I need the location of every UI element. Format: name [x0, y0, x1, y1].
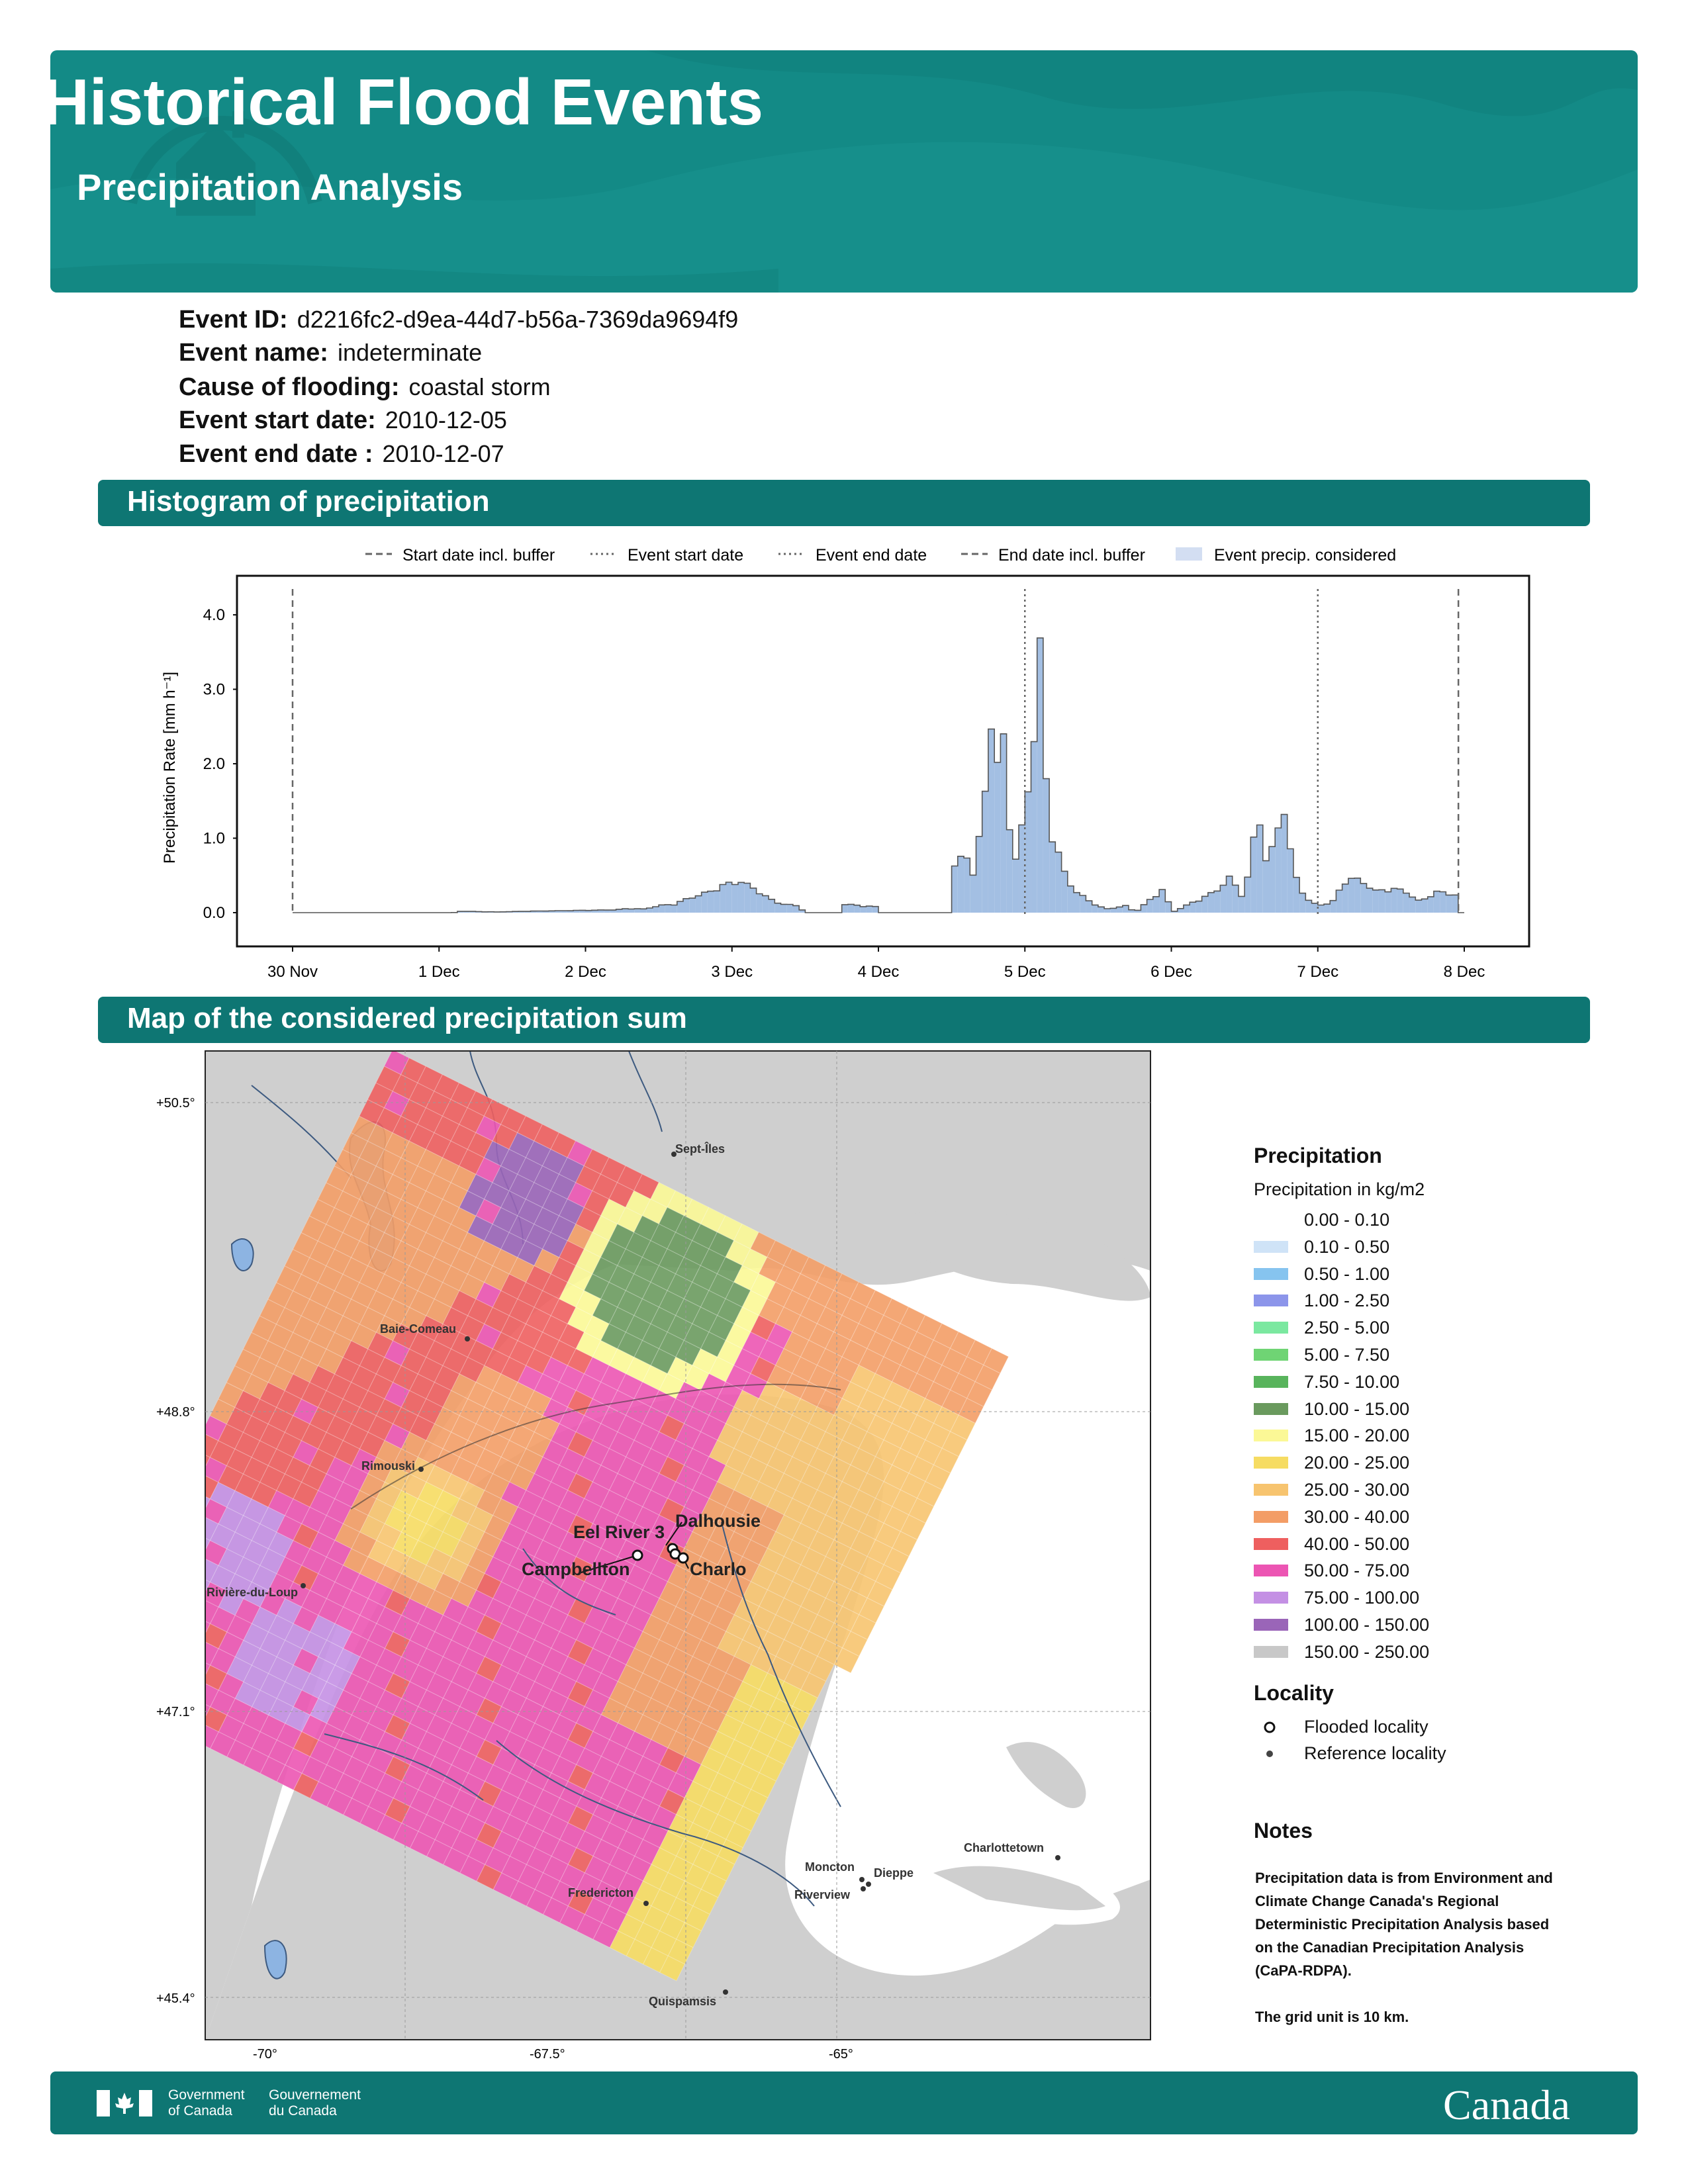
y-tick-label: 0.0 — [203, 904, 225, 922]
histogram-bar — [1385, 892, 1391, 913]
flooded-locality-symbol — [1262, 1719, 1278, 1735]
histogram-bar — [1025, 792, 1031, 913]
histogram-bar — [622, 909, 628, 913]
histogram-bar — [1226, 876, 1232, 913]
histogram-bar — [702, 892, 708, 913]
event-name-row — [179, 339, 482, 367]
histogram-legend — [357, 539, 1417, 567]
histogram-bar — [1452, 895, 1458, 913]
x-tick-label: 5 Dec — [1004, 963, 1046, 981]
grid-cell — [177, 1632, 202, 1657]
histogram-bar — [1074, 893, 1080, 913]
grid-cell — [152, 1615, 169, 1641]
grid-cell — [169, 1566, 194, 1591]
legend-label-event-precip: Event precip. considered — [1214, 546, 1397, 565]
y-tick-label: 1.0 — [203, 829, 225, 848]
histogram-bar — [1220, 886, 1226, 913]
histogram-bar — [695, 896, 701, 913]
grid-cell — [177, 1508, 202, 1533]
legend-swatch — [1254, 1376, 1288, 1388]
legend-class-label: 0.00 - 0.10 — [1304, 1210, 1390, 1230]
legend-swatch — [1254, 1538, 1288, 1550]
histogram-bar — [1257, 825, 1263, 913]
grid-cell — [152, 1516, 177, 1541]
histogram-bar — [1244, 877, 1250, 913]
histogram-y-axis — [203, 606, 237, 922]
histogram-bar — [1123, 905, 1129, 913]
histogram-bar — [1409, 897, 1415, 913]
locality-riverview: Riverview — [794, 1888, 851, 1901]
histogram-bar — [964, 858, 970, 913]
histogram-bar — [732, 884, 738, 913]
legend-class-label: 1.00 - 2.50 — [1304, 1291, 1390, 1311]
locality-campbellton: Campbellton — [522, 1559, 630, 1579]
legend-class-label: 0.50 - 1.00 — [1304, 1263, 1390, 1284]
histogram-bar — [1000, 734, 1006, 913]
event-end-label: Event end date : — [179, 440, 373, 468]
histogram-bar — [1007, 830, 1013, 913]
histogram-bar — [1019, 825, 1025, 913]
histogram-bar — [769, 899, 774, 913]
x-tick-label: 6 Dec — [1150, 963, 1192, 981]
histogram-bar — [1403, 893, 1409, 913]
histogram-bar — [1098, 907, 1104, 913]
legend-class-label: 50.00 - 75.00 — [1304, 1561, 1410, 1581]
legend-class-label: 5.00 - 7.50 — [1304, 1345, 1390, 1365]
legend-class-label: 20.00 - 25.00 — [1304, 1453, 1410, 1473]
histogram-bar — [793, 905, 799, 913]
grid-cell — [160, 1624, 185, 1649]
reference-locality-symbol — [1262, 1746, 1278, 1762]
legend-label-buffer-end: End date incl. buffer — [998, 546, 1145, 565]
gov-en-line-1: Government — [168, 2087, 245, 2103]
section-map — [98, 997, 1590, 1043]
canada-wordmark: Canada — [1443, 2081, 1570, 2128]
legend-class-label: 75.00 - 100.00 — [1304, 1588, 1420, 1608]
legend-swatch — [1254, 1511, 1288, 1523]
y-tick-label: 4.0 — [203, 606, 225, 624]
histogram-bar — [1086, 901, 1092, 913]
histogram-y-axis-label: Precipitation Rate [mm h⁻¹] — [161, 671, 179, 864]
histogram-bar — [1214, 891, 1220, 913]
histogram-bar — [774, 903, 780, 913]
gov-fr-line-1: Gouvernement — [269, 2087, 361, 2103]
legend-swatch — [1254, 1619, 1288, 1631]
legend-swatch — [1254, 1349, 1288, 1361]
grid-cell — [160, 1582, 185, 1608]
legend-label-event-start: Event start date — [628, 546, 744, 565]
notes-line: (CaPA-RDPA). — [1255, 1962, 1352, 1979]
histogram-bar — [1049, 842, 1055, 913]
grid-cell — [169, 1482, 194, 1508]
histogram-bar — [1299, 893, 1305, 913]
legend-swatch — [1254, 1214, 1288, 1226]
histogram-bar — [1397, 889, 1403, 913]
histogram-bar — [677, 901, 683, 913]
lat-label-48-8: +48.8° — [156, 1405, 195, 1420]
histogram-bar — [958, 856, 964, 913]
legend-swatch — [1254, 1484, 1288, 1496]
event-start-value: 2010-12-05 — [385, 406, 507, 433]
event-start-row — [179, 406, 507, 435]
histogram-bar — [634, 909, 640, 913]
gov-fr-line-2: du Canada — [269, 2103, 337, 2118]
x-tick-label: 2 Dec — [565, 963, 606, 981]
grid-cell — [177, 1466, 202, 1491]
grid-cell — [169, 1524, 194, 1549]
gov-fr-signature — [269, 2087, 361, 2119]
event-end-row — [179, 440, 504, 469]
grid-cell — [177, 1549, 202, 1574]
histogram-bar — [1147, 899, 1153, 913]
histogram-bar — [1037, 638, 1043, 913]
histogram-bar — [1391, 888, 1397, 913]
x-tick-label: 4 Dec — [857, 963, 900, 981]
grid-cell — [152, 1574, 169, 1599]
lat-label-47-1: +47.1° — [156, 1705, 195, 1719]
grid-cell — [160, 1665, 185, 1690]
y-tick-label: 3.0 — [203, 680, 225, 699]
legend-swatch — [1254, 1565, 1288, 1576]
event-id-label: Event ID: — [179, 306, 288, 334]
legend-precip-subtitle: Precipitation in kg/m2 — [1254, 1179, 1425, 1199]
histogram-bar — [689, 898, 695, 913]
gov-en-line-2: of Canada — [168, 2103, 232, 2118]
histogram-bar — [854, 905, 860, 913]
locality-moncton: Moncton — [805, 1860, 855, 1874]
grid-cell — [152, 1682, 177, 1707]
histogram-bar — [665, 905, 671, 913]
histogram-bar — [1428, 897, 1434, 913]
grid-cell — [152, 1632, 160, 1657]
histogram-bar — [1013, 859, 1019, 913]
legend-class-label: 150.00 - 250.00 — [1304, 1641, 1430, 1662]
y-tick-label: 2.0 — [203, 755, 225, 773]
histogram-bar — [1190, 902, 1196, 913]
page-title: Historical Flood Events — [42, 66, 764, 138]
section-map-title: Map of the considered precipitation sum — [127, 1002, 687, 1034]
histogram-bar — [1446, 895, 1452, 913]
histogram-bar — [1415, 900, 1421, 913]
histogram-bar — [628, 909, 634, 913]
event-name-label: Event name: — [179, 339, 328, 367]
histogram-bar — [1354, 878, 1360, 913]
histogram-bar — [1336, 890, 1342, 913]
histogram-bar — [952, 866, 958, 913]
section-histogram — [98, 480, 1590, 526]
legend-precip-title: Precipitation — [1254, 1144, 1382, 1167]
grid-cell — [160, 1541, 185, 1566]
histogram-bar — [1159, 889, 1165, 913]
locality-rimouski: Rimouski — [361, 1459, 416, 1473]
histogram-bar — [787, 905, 793, 913]
grid-cell — [152, 1599, 177, 1624]
histogram-bar — [1055, 852, 1061, 913]
legend-class-label: 0.10 - 0.50 — [1304, 1236, 1390, 1257]
section-histogram-title: Histogram of precipitation — [127, 485, 490, 518]
lat-label-50-5: +50.5° — [156, 1096, 195, 1111]
histogram-bar — [1250, 837, 1256, 913]
notes-line: Precipitation data is from Environment and — [1255, 1870, 1553, 1886]
histogram-bar — [970, 875, 976, 913]
x-tick-label: 8 Dec — [1443, 963, 1485, 981]
histogram-bar — [1196, 901, 1201, 913]
histogram-bar — [763, 895, 769, 913]
histogram-bar — [750, 888, 756, 913]
histogram-bar — [872, 907, 878, 913]
histogram-bar — [738, 882, 744, 913]
grid-cell — [160, 1499, 185, 1524]
legend-swatch — [1254, 1457, 1288, 1469]
histogram-bar — [1031, 742, 1037, 913]
histogram-bar — [1367, 888, 1373, 913]
event-id-row — [179, 306, 738, 334]
event-start-label: Event start date: — [179, 406, 376, 434]
locality-riviere-du-loup: Rivière-du-Loup — [207, 1586, 298, 1599]
grid-cell — [169, 1649, 194, 1674]
histogram-bar — [1281, 815, 1287, 913]
legend-swatch — [1254, 1268, 1288, 1280]
histogram-bar — [683, 899, 689, 913]
locality-dieppe: Dieppe — [874, 1866, 914, 1880]
event-end-value: 2010-12-07 — [382, 440, 504, 467]
histogram-bar — [1117, 907, 1123, 913]
histogram-bar — [982, 792, 988, 913]
histogram-bar — [1110, 908, 1116, 913]
histogram-bar — [640, 909, 646, 913]
histogram-bar — [1312, 903, 1318, 913]
histogram-chart — [152, 569, 1556, 993]
notes-line: on the Canadian Precipitation Analysis — [1255, 1939, 1524, 1956]
legend-class-label: 25.00 - 30.00 — [1304, 1480, 1410, 1500]
notes-grid-unit: The grid unit is 10 km. — [1255, 2009, 1409, 2025]
histogram-plot-frame — [237, 576, 1529, 946]
legend-flooded-label: Flooded locality — [1304, 1717, 1429, 1737]
locality-fredericton: Fredericton — [568, 1886, 634, 1899]
lon-label-65: -65° — [829, 2047, 853, 2062]
page-subtitle: Precipitation Analysis — [77, 166, 463, 208]
canada-flag-icon — [97, 2090, 152, 2116]
histogram-bar — [1141, 905, 1147, 913]
histogram-bar — [781, 904, 787, 913]
legend-class-label: 100.00 - 150.00 — [1304, 1615, 1430, 1635]
histogram-bar — [1305, 900, 1311, 913]
histogram-bar — [1165, 902, 1171, 913]
legend-swatch — [1254, 1646, 1288, 1658]
histogram-bar — [1239, 896, 1244, 913]
histogram-bar — [1068, 886, 1074, 913]
event-id-value: d2216fc2-d9ea-44d7-b56a-7369da9694f9 — [297, 306, 739, 333]
histogram-bar — [647, 908, 653, 913]
locality-charlottetown: Charlottetown — [964, 1841, 1044, 1854]
histogram-bar — [1153, 897, 1159, 913]
x-tick-label: 3 Dec — [711, 963, 753, 981]
histogram-bar — [1104, 909, 1110, 913]
histogram-bar — [757, 893, 763, 913]
legend-swatch — [1254, 1403, 1288, 1415]
histogram-bar — [1092, 905, 1098, 913]
locality-dalhousie: Dalhousie — [675, 1511, 761, 1531]
grid-cell — [152, 1557, 177, 1582]
histogram-bar — [1373, 890, 1379, 913]
histogram-bar — [1379, 889, 1385, 913]
locality-baie-comeau: Baie-Comeau — [380, 1322, 457, 1336]
x-tick-label: 1 Dec — [418, 963, 460, 981]
legend-label-buffer-start: Start date incl. buffer — [402, 546, 555, 565]
histogram-bar — [1360, 884, 1366, 913]
legend-swatch — [1254, 1295, 1288, 1306]
histogram-bar — [714, 891, 720, 913]
histogram-bar — [848, 904, 854, 913]
gov-en-signature — [168, 2087, 245, 2119]
lon-label-70: -70° — [253, 2047, 277, 2062]
histogram-bar — [976, 837, 982, 913]
locality-sept-iles: Sept-Îles — [675, 1142, 726, 1156]
grid-cell — [152, 1674, 160, 1699]
histogram-bar — [1348, 878, 1354, 913]
grid-cell — [169, 1607, 194, 1632]
legend-class-label: 7.50 - 10.00 — [1304, 1371, 1400, 1392]
histogram-bar — [1263, 861, 1269, 913]
notes-body — [1255, 1866, 1626, 2028]
histogram-bar — [1440, 891, 1446, 913]
histogram-bar — [659, 905, 665, 913]
histogram-bar — [1043, 779, 1049, 913]
histogram-bar — [994, 762, 1000, 913]
locality-charlo: Charlo — [690, 1559, 747, 1579]
event-cause-value: coastal storm — [408, 373, 551, 400]
grid-cell — [152, 1532, 169, 1557]
legend-class-label: 40.00 - 50.00 — [1304, 1533, 1410, 1554]
histogram-bar — [1330, 901, 1336, 913]
grid-cell — [177, 1590, 202, 1615]
legend-label-event-end: Event end date — [816, 546, 927, 565]
histogram-bar — [1208, 893, 1214, 913]
legend-class-label: 2.50 - 5.00 — [1304, 1318, 1390, 1338]
lon-label-67-5: -67.5° — [530, 2047, 565, 2062]
grid-cell — [152, 1657, 169, 1682]
histogram-bar — [1080, 895, 1086, 913]
histogram-bar — [720, 884, 726, 913]
notes-title: Notes — [1254, 1819, 1313, 1843]
histogram-bar — [867, 906, 872, 913]
histogram-bar — [1318, 905, 1324, 913]
histogram-bar — [1184, 905, 1190, 913]
legend-swatch — [1254, 1430, 1288, 1441]
histogram-bar — [653, 907, 659, 913]
legend-locality-title: Locality — [1254, 1681, 1334, 1705]
notes-line: Deterministic Precipitation Analysis based — [1255, 1916, 1550, 1933]
histogram-bar — [744, 883, 750, 913]
histogram-x-axis — [267, 946, 1485, 981]
histogram-bar — [1062, 871, 1068, 913]
grid-cell — [152, 1590, 160, 1615]
locality-quispamsis: Quispamsis — [649, 1995, 717, 2008]
histogram-bar — [860, 907, 866, 913]
legend-reference-label: Reference locality — [1304, 1743, 1446, 1763]
histogram-bar — [1421, 899, 1427, 913]
histogram-bar — [1275, 828, 1281, 913]
histogram-bar — [671, 905, 677, 913]
histogram-bar — [1269, 846, 1275, 913]
legend-patch-event-precip — [1176, 547, 1202, 561]
histogram-bar — [726, 882, 732, 913]
histogram-bar — [1288, 849, 1293, 913]
histogram-bar — [1434, 891, 1440, 913]
x-tick-label: 30 Nov — [267, 963, 318, 981]
grid-cell — [152, 1641, 177, 1666]
histogram-bar — [842, 905, 848, 913]
legend-swatch — [1254, 1241, 1288, 1253]
histogram-bar — [1233, 885, 1239, 913]
histogram-bar — [988, 729, 994, 913]
legend-class-label: 30.00 - 40.00 — [1304, 1506, 1410, 1527]
legend-class-label: 10.00 - 15.00 — [1304, 1398, 1410, 1419]
histogram-bar — [1324, 904, 1330, 913]
footer-bar — [50, 2071, 1638, 2134]
notes-line: Climate Change Canada's Regional — [1255, 1893, 1499, 1909]
precipitation-map[interactable] — [152, 1046, 1198, 2065]
event-name-value: indeterminate — [337, 339, 483, 366]
histogram-bar — [1342, 884, 1348, 913]
locality-eel-river: Eel River 3 — [573, 1522, 665, 1542]
grid-cell — [152, 1549, 160, 1574]
legend-swatch — [1254, 1592, 1288, 1604]
histogram-bar — [1178, 909, 1184, 913]
histogram-bar — [1202, 896, 1208, 913]
legend-swatch — [1254, 1322, 1288, 1334]
event-cause-row — [179, 373, 551, 402]
legend-class-label: 15.00 - 20.00 — [1304, 1426, 1410, 1446]
x-tick-label: 7 Dec — [1297, 963, 1339, 981]
grid-cell — [177, 1674, 202, 1699]
event-cause-label: Cause of flooding: — [179, 373, 400, 401]
histogram-bar — [1293, 878, 1299, 913]
lat-label-45-4: +45.4° — [156, 1991, 195, 2006]
histogram-bar — [708, 891, 714, 913]
